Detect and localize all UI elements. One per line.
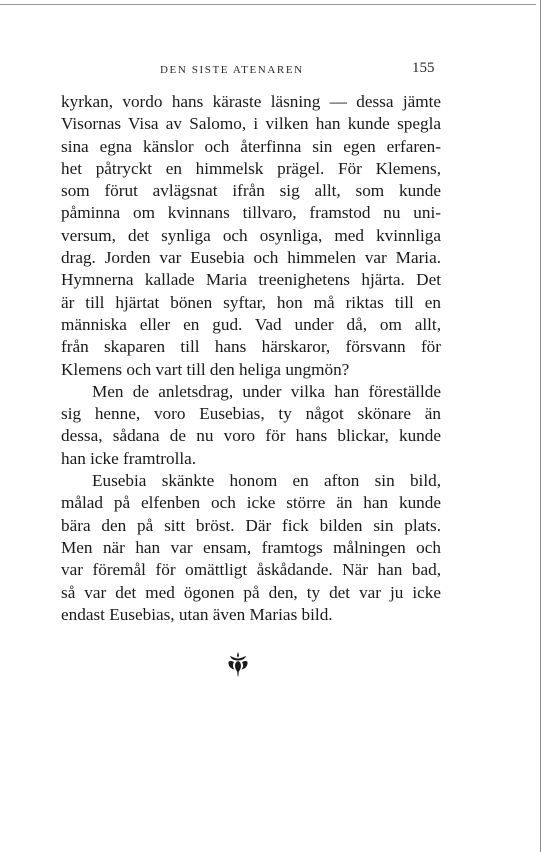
text-line: människa eller en gud. Vad under då, om allt, — [61, 314, 441, 334]
body-text — [61, 91, 441, 626]
fleuron-icon — [226, 650, 250, 678]
text-line: Men de anletsdrag, under vilka han föreställde — [92, 381, 441, 401]
text-line: Men när han var ensam, framtogs målningen och — [61, 537, 441, 557]
text-line: påminna om kvinnans tillvaro, framstod nu uni- — [61, 203, 441, 223]
text-line: dessa, sådana de nu voro för hans blickar, kunde — [61, 426, 441, 446]
running-head — [0, 60, 544, 80]
text-line: sina egna känslor och återfinna sin egen erfaren- — [61, 136, 441, 156]
text-line: Visornas Visa av Salomo, i vilken han kunde spegla — [61, 114, 441, 134]
top-edge-rule — [0, 4, 536, 5]
text-line: sig henne, voro Eusebias, ty något skönare än — [61, 404, 441, 424]
text-line: så var det med ögonen på den, ty det var ju icke — [61, 582, 441, 602]
text-line: Klemens och vart till den heliga ungmön? — [61, 359, 350, 379]
text-line: han icke framtrolla. — [61, 448, 197, 468]
text-line: Hymnerna kallade Maria treenighetens hjärta. Det — [61, 270, 441, 290]
running-title: DEN SISTE ATENAREN — [160, 64, 304, 76]
text-line: målad på elfenben och icke större än han kunde — [61, 493, 441, 513]
page-number: 155 — [412, 60, 435, 76]
text-line: Eusebia skänkte honom en afton sin bild, — [92, 471, 441, 491]
right-edge-rule — [540, 0, 541, 852]
text-line: drag. Jorden var Eusebia och himmelen var Maria. — [61, 248, 441, 268]
text-line: var föremål för omättligt åskådande. När han bad, — [61, 560, 441, 580]
text-line: är till hjärtat bönen syftar, hon må riktas till en — [61, 292, 441, 312]
text-line: versum, det synliga och osynliga, med kvinnliga — [61, 225, 441, 245]
text-line: kyrkan, vordo hans käraste läsning — dessa jämte — [61, 92, 441, 111]
text-line: endast Eusebias, utan även Marias bild. — [61, 604, 333, 624]
text-line: från skaparen till hans härskaror, försvann för — [61, 337, 441, 357]
text-line: som förut avlägsnat ifrån sig allt, som kunde — [61, 181, 441, 201]
text-line: het påtryckt en himmelsk prägel. För Klemens, — [61, 158, 441, 178]
text-line: bära den på sitt bröst. Där fick bilden sin plats. — [61, 515, 441, 535]
